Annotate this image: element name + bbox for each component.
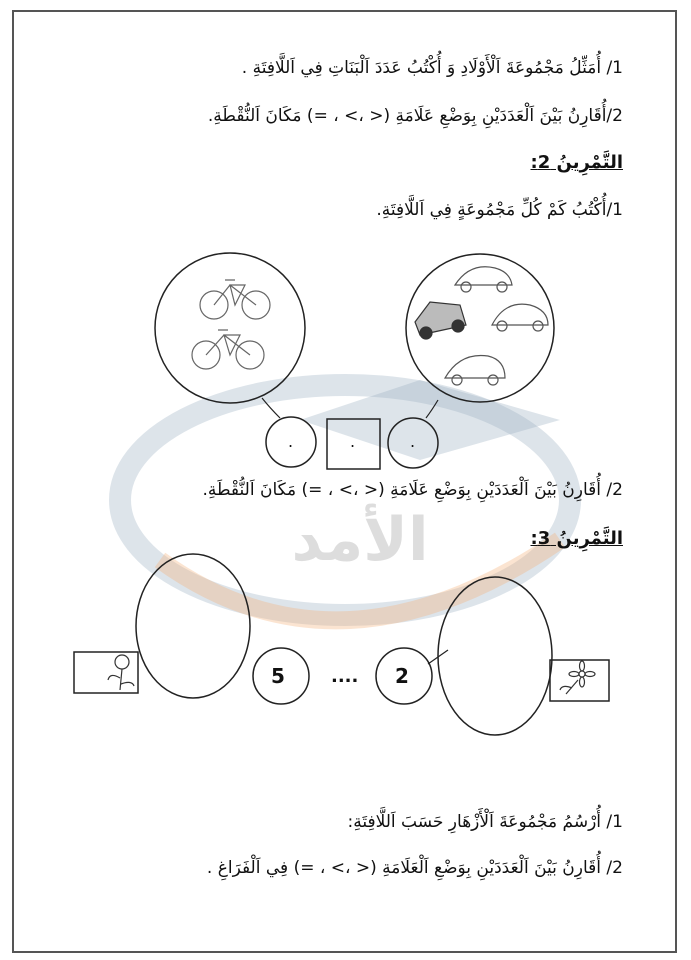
daisy-icon xyxy=(560,661,595,694)
instruction-2-2: 2/ أُقَارِنُ بَيْنَ اَلْعَدَدَيْنِ بِوَضْعِ عَلَامَةِ (< ،> ، =) مَكَانَ اَلنُّقْطَةِ. xyxy=(202,480,623,500)
watermark-text: الأمد xyxy=(291,505,429,575)
instruction-3-1: 1/ أُرْسُمُ مَجْمُوعَةَ اَلْأَزْهَارِ حَسَبَ اَللَّافِتَةِ: xyxy=(347,812,623,832)
number-left: 5 xyxy=(271,664,285,688)
instruction-1-2: 2/أُقَارِنُ بَيْنَ اَلْعَدَدَيْنِ بِوَضْعِ عَلَامَةِ (< ،> ، =) مَكَانَ اَلنُّقْطَةِ. xyxy=(207,106,623,126)
count-left-dot: . xyxy=(288,432,294,451)
exercise-2-title: التَّمْرِينُ 2: xyxy=(530,152,623,173)
compare-box-dot: . xyxy=(350,432,356,451)
instruction-3-2: 2/ أُقَارِنُ بَيْنَ اَلْعَدَدَيْنِ بِوَضْعِ اَلْعَلَامَةِ (< ،> ، =) فِي اَلْفَرَاغِ . xyxy=(206,858,623,878)
flower-set-right xyxy=(438,577,552,735)
comparison-blank: .... xyxy=(331,666,359,687)
count-right-dot: . xyxy=(410,432,416,451)
rose-icon xyxy=(108,655,134,690)
number-right: 2 xyxy=(395,664,409,688)
instruction-1-1: 1/ أُمَثِّلُ مَجْمُوعَةَ اَلْأَوْلَادِ وَ أُكْتُبُ عَدَدَ اَلْبَنَاتِ فِي اَللَّافِتَةِ . xyxy=(241,58,623,78)
flower-set-left xyxy=(136,554,250,698)
instruction-2-1: 1/أُكْتُبُ كَمْ كُلِّ مَجْمُوعَةٍ فِي اَللَّافِتَةِ. xyxy=(376,200,623,220)
exercise-3-title: التَّمْرِينُ 3: xyxy=(530,528,623,549)
